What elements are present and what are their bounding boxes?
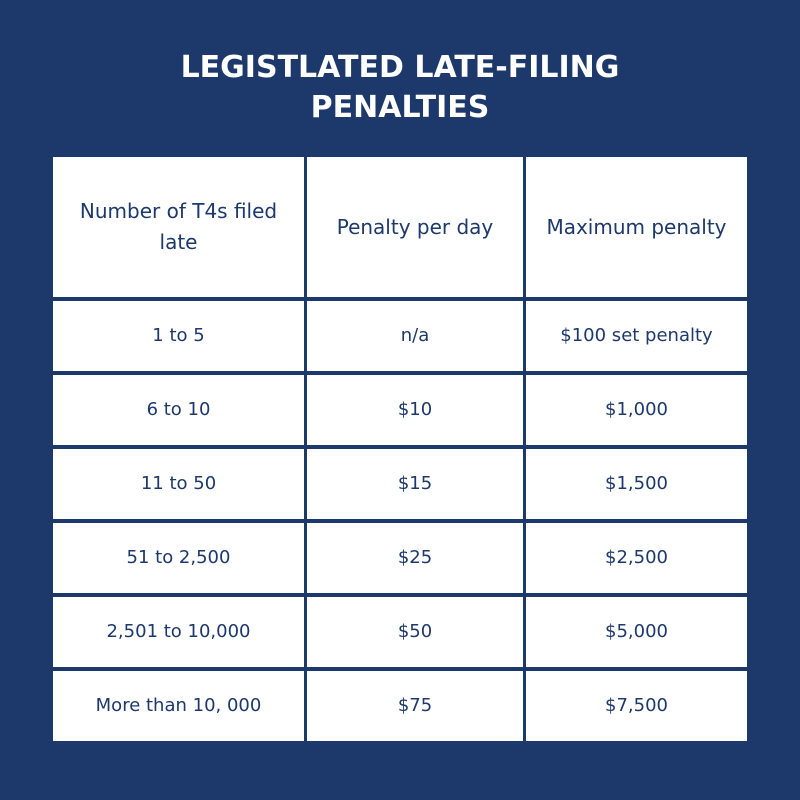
row-6-max-penalty: $7,500 (526, 671, 747, 741)
row-6-count: More than 10, 000 (53, 671, 304, 741)
penalty-table (53, 157, 747, 741)
row-2-daily-penalty: $10 (307, 375, 523, 445)
row-5-count: 2,501 to 10,000 (53, 597, 304, 667)
row-4-count: 51 to 2,500 (53, 523, 304, 593)
header-penalty-per-day: Penalty per day (307, 157, 523, 297)
row-5-daily-penalty: $50 (307, 597, 523, 667)
title-line-2: PENALTIES (310, 90, 490, 125)
header-t4s-filed-late: Number of T4s filed late (53, 157, 304, 297)
row-2-count: 6 to 10 (53, 375, 304, 445)
row-3-count: 11 to 50 (53, 449, 304, 519)
row-1-max-penalty: $100 set penalty (526, 301, 747, 371)
row-1-count: 1 to 5 (53, 301, 304, 371)
row-4-daily-penalty: $25 (307, 523, 523, 593)
row-4-max-penalty: $2,500 (526, 523, 747, 593)
header-maximum-penalty: Maximum penalty (526, 157, 747, 297)
row-1-daily-penalty: n/a (307, 301, 523, 371)
row-3-daily-penalty: $15 (307, 449, 523, 519)
row-3-max-penalty: $1,500 (526, 449, 747, 519)
row-6-daily-penalty: $75 (307, 671, 523, 741)
title-line-1: LEGISTLATED LATE-FILING (180, 50, 620, 85)
row-2-max-penalty: $1,000 (526, 375, 747, 445)
row-5-max-penalty: $5,000 (526, 597, 747, 667)
page-title (0, 48, 800, 128)
